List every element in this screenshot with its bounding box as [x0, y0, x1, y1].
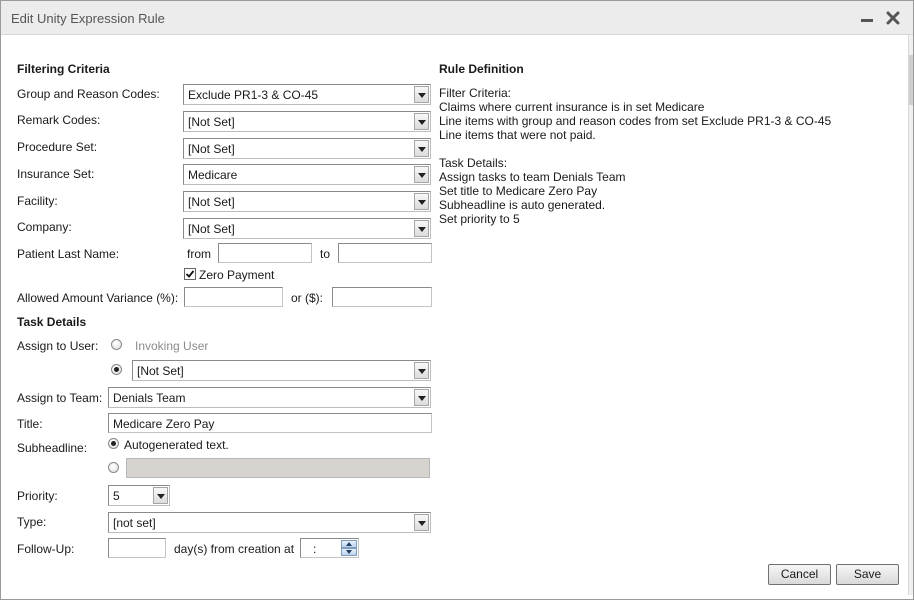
group-reason-select[interactable] [183, 84, 431, 105]
variance-percent-label: Allowed Amount Variance (%): [17, 291, 179, 305]
chevron-down-icon[interactable] [414, 220, 429, 237]
priority-value: 5 [113, 489, 120, 503]
scroll-edge[interactable] [908, 35, 913, 595]
company-select[interactable] [183, 218, 431, 239]
insurance-set-select[interactable] [183, 164, 431, 185]
procedure-set-value: [Not Set] [188, 142, 235, 156]
remark-codes-select[interactable] [183, 111, 431, 132]
type-select[interactable] [108, 512, 431, 533]
filter-line: Line items that were not paid. [439, 128, 596, 142]
invoking-user-label[interactable]: Invoking User [135, 339, 209, 353]
spinner-buttons [341, 540, 357, 556]
group-reason-value: Exclude PR1-3 & CO-45 [188, 88, 319, 102]
filter-line: Line items with group and reason codes from set Exclude PR1-3 & CO-45 [439, 114, 832, 128]
save-button[interactable]: Save [836, 564, 899, 585]
invoking-user-radio[interactable] [111, 339, 122, 350]
chevron-down-icon[interactable] [153, 487, 168, 504]
patient-to-input[interactable] [338, 243, 432, 263]
task-line: Set priority to 5 [439, 212, 520, 226]
task-line: Subheadline is auto generated. [439, 198, 606, 212]
follow-up-time-value: : [313, 542, 317, 556]
check-icon [185, 269, 195, 279]
minimize-icon [861, 19, 873, 22]
patient-to-label: to [320, 247, 331, 261]
zero-payment-checkbox[interactable] [184, 268, 196, 280]
filter-criteria-header: Filter Criteria: [439, 86, 512, 100]
patient-from-label: from [187, 247, 211, 261]
title-label: Title: [17, 417, 43, 431]
chevron-down-icon[interactable] [414, 113, 429, 130]
chevron-down-icon[interactable] [414, 389, 429, 406]
remark-codes-label: Remark Codes: [17, 113, 101, 127]
cancel-button[interactable]: Cancel [768, 564, 831, 585]
type-label: Type: [17, 515, 47, 529]
spin-down-icon[interactable] [341, 548, 357, 556]
group-reason-label: Group and Reason Codes: [17, 87, 160, 101]
close-icon [883, 8, 903, 28]
company-label: Company: [17, 220, 72, 234]
facility-value: [Not Set] [188, 195, 235, 209]
follow-up-suffix: day(s) from creation at [174, 542, 295, 556]
task-line: Assign tasks to team Denials Team [439, 170, 626, 184]
task-details-heading: Task Details [17, 315, 87, 329]
company-value: [Not Set] [188, 222, 235, 236]
facility-select[interactable] [183, 191, 431, 212]
title-value: Medicare Zero Pay [113, 417, 215, 431]
spacer [439, 142, 879, 156]
insurance-set-value: Medicare [188, 168, 238, 182]
chevron-down-icon[interactable] [414, 193, 429, 210]
follow-up-label: Follow-Up: [17, 542, 75, 556]
remark-codes-value: [Not Set] [188, 115, 235, 129]
priority-label: Priority: [17, 489, 58, 503]
task-line: Set title to Medicare Zero Pay [439, 184, 598, 198]
facility-label: Facility: [17, 194, 58, 208]
follow-up-time-spinner[interactable] [300, 538, 359, 558]
title-bar [1, 1, 913, 35]
filter-line: Claims where current insurance is in set Medicare [439, 100, 705, 114]
rule-definition-text [439, 86, 879, 226]
filtering-criteria-heading: Filtering Criteria [17, 62, 110, 76]
insurance-set-label: Insurance Set: [17, 167, 95, 181]
task-details-header: Task Details: [439, 156, 508, 170]
assign-user-select-radio[interactable] [111, 364, 122, 375]
chevron-down-icon[interactable] [414, 166, 429, 183]
patient-last-name-label: Patient Last Name: [17, 247, 120, 261]
close-button[interactable] [883, 8, 903, 28]
zero-payment-label[interactable]: Zero Payment [199, 268, 275, 282]
scroll-thumb[interactable] [909, 55, 913, 105]
variance-dollar-label: or ($): [291, 291, 324, 305]
title-input[interactable] [108, 413, 432, 433]
procedure-set-label: Procedure Set: [17, 140, 98, 154]
assign-team-label: Assign to Team: [17, 391, 103, 405]
assign-user-select[interactable] [132, 360, 431, 381]
spin-up-icon[interactable] [341, 540, 357, 548]
chevron-down-icon[interactable] [414, 86, 429, 103]
procedure-set-select[interactable] [183, 138, 431, 159]
chevron-down-icon[interactable] [414, 362, 429, 379]
rule-definition-heading: Rule Definition [439, 62, 524, 76]
subheadline-auto-radio[interactable] [108, 438, 119, 449]
dialog-title: Edit Unity Expression Rule [11, 11, 165, 26]
subheadline-auto-label[interactable]: Autogenerated text. [124, 438, 229, 452]
subheadline-custom-input[interactable] [126, 458, 430, 478]
minimize-button[interactable] [857, 8, 877, 28]
assign-user-value: [Not Set] [137, 364, 184, 378]
patient-from-input[interactable] [218, 243, 312, 263]
subheadline-label: Subheadline: [17, 441, 88, 455]
chevron-down-icon[interactable] [414, 140, 429, 157]
variance-dollar-input[interactable] [332, 287, 432, 307]
priority-select[interactable] [108, 485, 170, 506]
type-value: [not set] [113, 516, 156, 530]
assign-user-label: Assign to User: [17, 339, 99, 353]
chevron-down-icon[interactable] [414, 514, 429, 531]
variance-percent-input[interactable] [184, 287, 283, 307]
follow-up-days-input[interactable] [108, 538, 166, 558]
assign-team-select[interactable] [108, 387, 431, 408]
assign-team-value: Denials Team [113, 391, 186, 405]
subheadline-custom-radio[interactable] [108, 462, 119, 473]
